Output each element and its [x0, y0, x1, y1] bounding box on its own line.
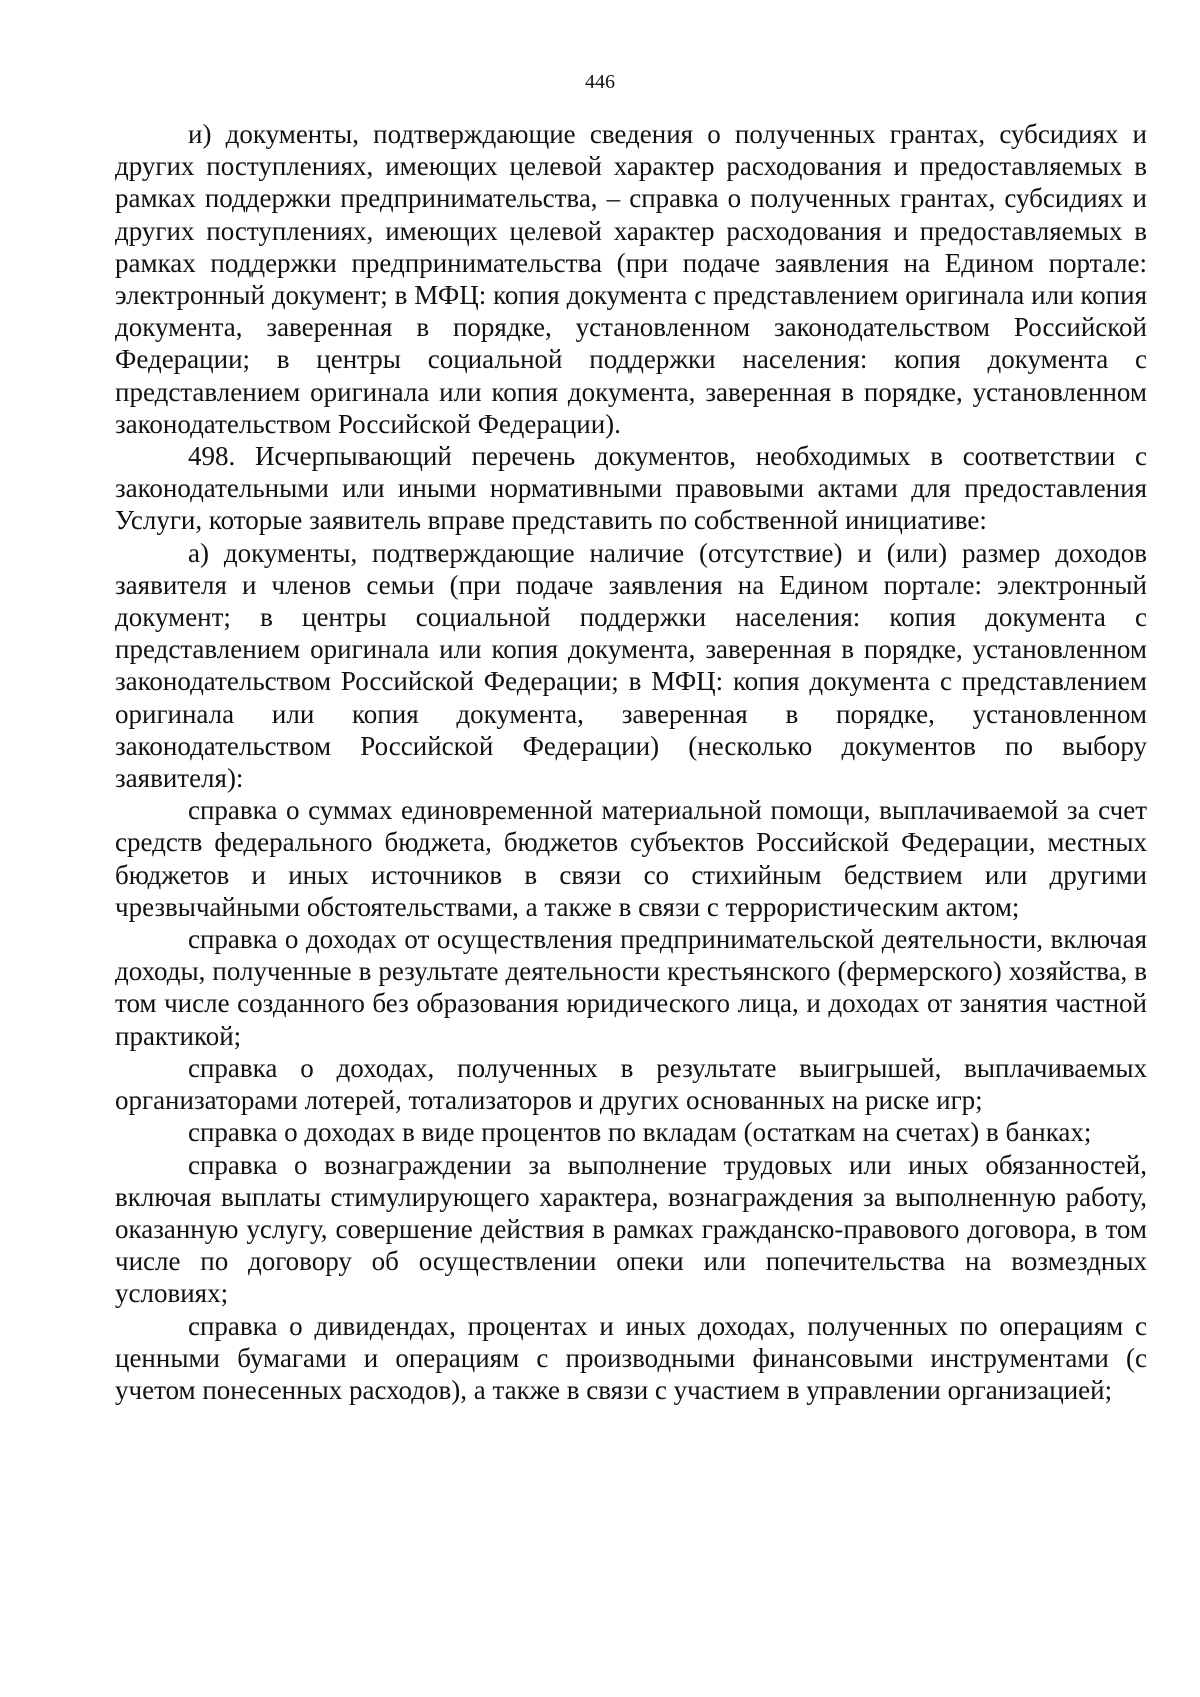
paragraph-material-aid-certificate: справка о суммах единовременной материальной помощи, выплачиваемой за счет средств федерального бюджета, бюджетов субъектов Российской Федерации, местных бюджетов и иных источников в связи со стихийным бедствием или другими чрезвычайными обстоятельствами, а также в связи с террористическим актом;: [115, 795, 1147, 922]
paragraph-remuneration-certificate: справка о вознаграждении за выполнение трудовых или иных обязанностей, включая выплаты стимулирующего характера, вознаграждения за выполненную работу, оказанную услугу, совершение действия в рамках гражданско-правового договора, в том числе по договору об осуществлении опеки или попечительства на возмездных условиях;: [115, 1149, 1147, 1309]
paragraph-bank-interest-certificate: справка о доходах в виде процентов по вкладам (остаткам на счетах) в банках;: [188, 1117, 1092, 1148]
paragraph-business-income-certificate: справка о доходах от осуществления предпринимательской деятельности, включая доходы, полученные в результате деятельности крестьянского (фермерского) хозяйства, в том числе созданного без образования юридического лица, и доходах от занятия частной практикой;: [115, 924, 1147, 1051]
paragraph-item-i-grants: и) документы, подтверждающие сведения о полученных грантах, субсидиях и других поступлениях, имеющих целевой характер расходования и предоставляемых в рамках поддержки предпринимательства, – справка о полученных грантах, субсидиях и других поступлениях, имеющих целевой характер расходования и предоставляемых в рамках поддержки предпринимательства (при подаче заявления на Едином портале: электронный документ; в МФЦ: копия документа с представлением оригинала или копия документа, заверенная в порядке, установленном законодательством Российской Федерации; в центры социальной поддержки населения: копия документа с представлением оригинала или копия документа, заверенная в порядке, установленном законодательством Российской Федерации).: [115, 119, 1147, 439]
paragraph-item-a-income-documents: а) документы, подтверждающие наличие (отсутствие) и (или) размер доходов заявителя и членов семьи (при подаче заявления на Едином портале: электронный документ; в центры социальной поддержки населения: копия документа с представлением оригинала или копия документа, заверенная в порядке, установленном законодательством Российской Федерации; в МФЦ: копия документа с представлением оригинала или копия документа, заверенная в порядке, установленном законодательством Российской Федерации) (несколько документов по выбору заявителя):: [115, 537, 1147, 794]
document-body: [115, 118, 1147, 1406]
page-number: 446: [585, 71, 615, 93]
paragraph-dividends-certificate: справка о дивидендах, процентах и иных доходах, полученных по операциям с ценными бумагами и операциям с производными финансовыми инструментами (с учетом понесенных расходов), а также в связи с участием в управлении организацией;: [115, 1310, 1147, 1405]
paragraph-winnings-certificate: справка о доходах, полученных в результате выигрышей, выплачиваемых организаторами лотерей, тотализаторов и других основанных на риске игр;: [115, 1052, 1147, 1116]
paragraph-clause-498: 498. Исчерпывающий перечень документов, необходимых в соответствии с законодательными или иными нормативными правовыми актами для предоставления Услуги, которые заявитель вправе представить по собственной инициативе:: [115, 441, 1147, 536]
